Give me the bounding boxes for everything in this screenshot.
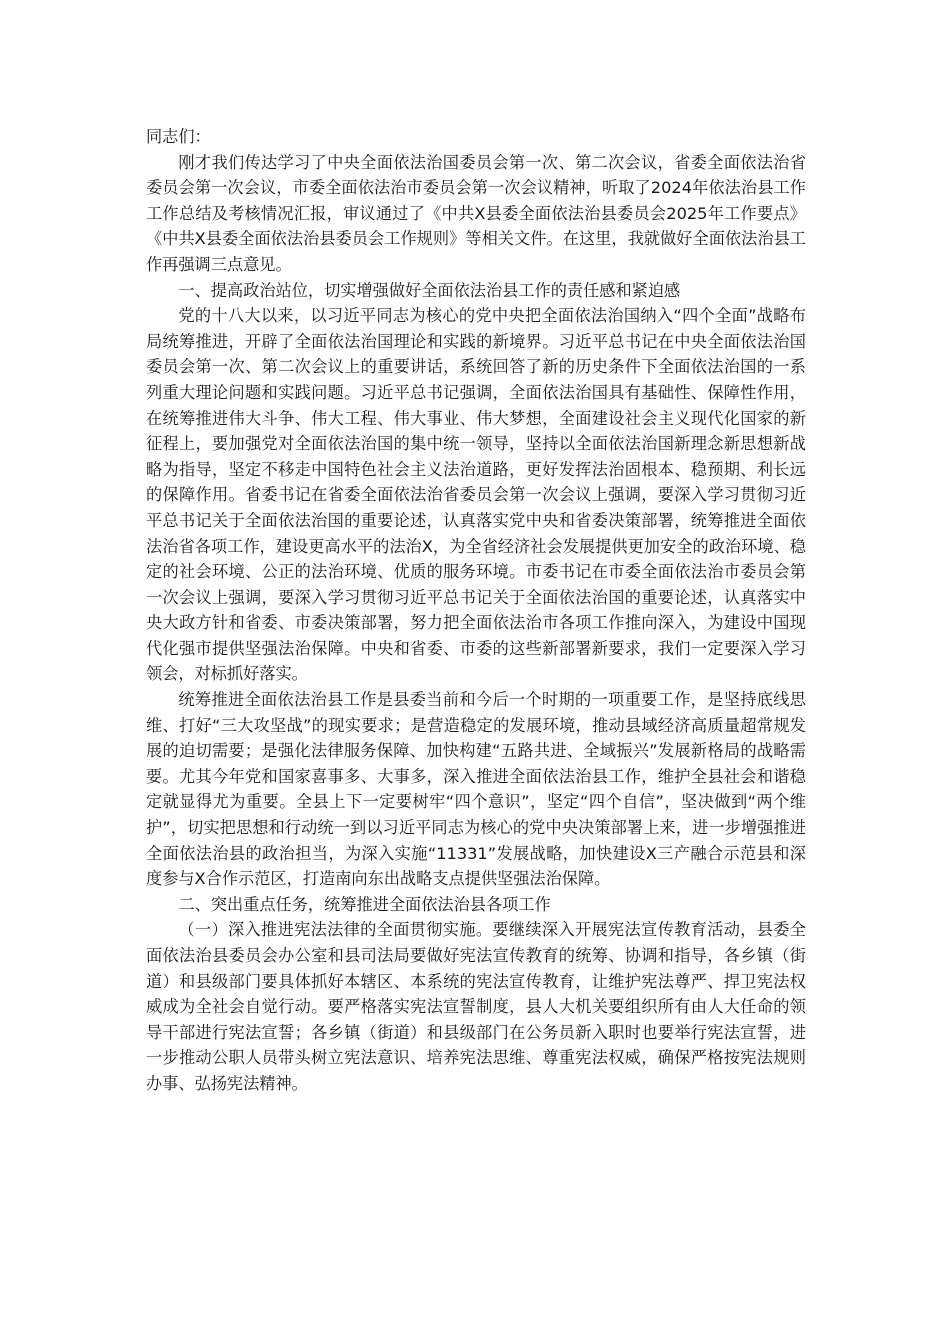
body-paragraph: 统筹推进全面依法治县工作是县委当前和今后一个时期的一项重要工作，是坚持底线思维、打好“三大攻坚战”的现实要求；是营造稳定的发展环境，推动县域经济高质量超常规发展的迫切需要；是强化法律服务保障、加快构建“五路共进、全域振兴”发展新格局的战略需要。尤其今年党和国家喜事多、大事多，深入推进全面依法治县工作，维护全县社会和谐稳定就显得尤为重要。全县上下一定要树牢“四个意识”，坚定“四个自信”，坚决做到“两个维护”，切实把思想和行动统一到以习近平同志为核心的党中央决策部署上来，进一步增强推进全面依法治县的政治担当，为深入实施“11331”发展战略，加快建设X三产融合示范县和深度参与X合作示范区，打造南向东出战略支点提供坚强法治保障。 <box>146 690 806 889</box>
section-heading-1: 一、提高政治站位，切实增强做好全面依法治县工作的责任感和紧迫感 <box>178 280 681 300</box>
section-heading-2: 二、突出重点任务，统筹推进全面依法治县各项工作 <box>178 894 551 914</box>
body-paragraph: （一）深入推进宪法法律的全面贯彻实施。要继续深入开展宪法宣传教育活动，县委全面依法治县委员会办公室和县司法局要做好宪法宣传教育的统筹、协调和指导，各乡镇（街道）和县级部门要具体抓好本辖区、本系统的宪法宣传教育，让维护宪法尊严、捍卫宪法权威成为全社会自觉行动。要严格落实宪法宣誓制度，县人大机关要组织所有由人大任命的领导干部进行宪法宣誓；各乡镇（街道）和县级部门在公务员新入职时也要举行宪法宣誓，进一步推动公职人员带头树立宪法意识、培养宪法思维、尊重宪法权威，确保严格按宪法规则办事、弘扬宪法精神。 <box>146 920 806 1093</box>
salutation: 同志们： <box>146 127 211 146</box>
body-paragraph: 党的十八大以来，以习近平同志为核心的党中央把全面依法治国纳入“四个全面”战略布局统筹推进，开辟了全面依法治国理论和实践的新境界。习近平总书记在中央全面依法治国委员会第一次、第二次会议上的重要讲话，系统回答了新的历史条件下全面依法治国的一系列重大理论问题和实践问题。习近平总书记强调，全面依法治国具有基础性、保障性作用，在统筹推进伟大斗争、伟大工程、伟大事业、伟大梦想，全面建设社会主义现代化国家的新征程上，要加强党对全面依法治国的集中统一领导，坚持以全面依法治国新理念新思想新战略为指导，坚定不移走中国特色社会主义法治道路，更好发挥法治固根本、稳预期、利长远的保障作用。省委书记在省委全面依法治省委员会第一次会议上强调，要深入学习贯彻习近平总书记关于全面依法治国的重要论述，认真落实党中央和省委决策部署，统筹推进全面依法治省各项工作，建设更高水平的法治X，为全省经济社会发展提供更加安全的政治环境、稳定的社会环境、公正的法治环境、优质的服务环境。市委书记在市委全面依法治市委员会第一次会议上强调，要深入学习贯彻习近平总书记关于全面依法治国的重要论述，认真落实中央大政方针和省委、市委决策部署，努力把全面依法治市各项工作推向深入，为建设中国现代化强市提供坚强法治保障。中央和省委、市委的这些新部署新要求，我们一定要深入学习领会，对标抓好落实。 <box>146 306 806 684</box>
document-body <box>146 124 806 1097</box>
intro-paragraph: 刚才我们传达学习了中央全面依法治国委员会第一次、第二次会议，省委全面依法治省委员会第一次会议，市委全面依法治市委员会第一次会议精神，听取了2024年依法治县工作工作总结及考核情况汇报，审议通过了《中共X县委全面依法治县委员会2025年工作要点》《中共X县委全面依法治县委员会工作规则》等相关文件。在这里，我就做好全面依法治县工作再强调三点意见。 <box>146 152 806 274</box>
